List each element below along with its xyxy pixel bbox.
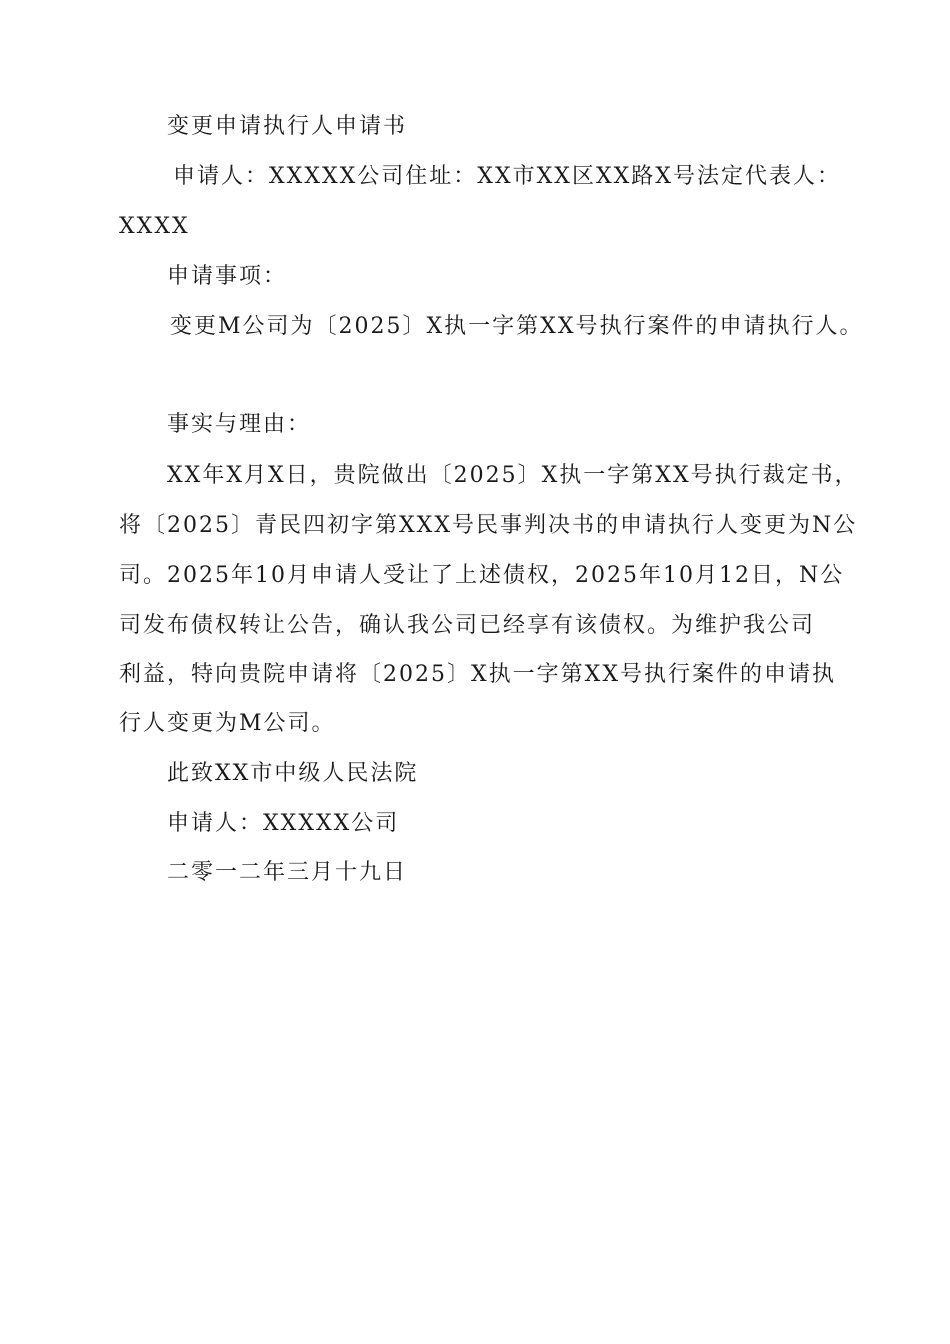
facts-line: XX年X月X日，贵院做出〔2025〕X执一字第XX号执行裁定书，: [167, 463, 859, 488]
facts-line: 司发布债权转让公告，确认我公司已经享有该债权。为维护我公司: [119, 613, 816, 638]
matters-heading: 申请事项：: [167, 264, 288, 289]
document-date: 二零一二年三月十九日: [167, 860, 408, 885]
facts-line: 利益，特向贵院申请将〔2025〕X执一字第XX号执行案件的申请执: [119, 662, 836, 687]
matters-text: 变更M公司为〔2025〕X执一字第XX号执行案件的申请执行人。: [170, 314, 864, 339]
applicant-info-line-2: XXXX: [119, 214, 190, 239]
facts-line: 行人变更为M公司。: [119, 711, 336, 736]
signature: 申请人：XXXXX公司: [167, 811, 400, 836]
addressee: 此致XX市中级人民法院: [167, 761, 419, 786]
facts-line: 将〔2025〕青民四初字第XXX号民事判决书的申请执行人变更为N公: [119, 513, 858, 538]
facts-heading: 事实与理由：: [167, 412, 312, 437]
facts-line: 司。2025年10月申请人受让了上述债权，2025年10月12日，N公: [119, 563, 845, 588]
applicant-info-line-1: 申请人：XXXXX公司住址：XX市XX区XX路X号法定代表人：: [173, 164, 841, 189]
document-title: 变更申请执行人申请书: [167, 114, 408, 139]
